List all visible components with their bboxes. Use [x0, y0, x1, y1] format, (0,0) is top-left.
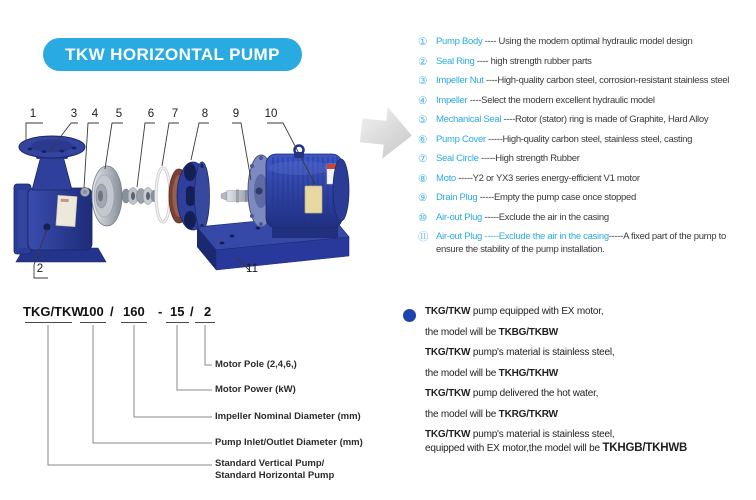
part-callout-6: 6: [147, 108, 155, 120]
part-list-item: [418, 192, 756, 205]
part-list-item: [418, 134, 756, 147]
part-list-item: [418, 95, 756, 108]
variants-section: [425, 306, 755, 463]
part-description: -----A fixed part of the pump to: [608, 231, 726, 242]
model-code-pole: 2: [204, 304, 212, 319]
part-name: Pump Cover: [436, 133, 486, 145]
item-number-badge: ⑨: [418, 192, 428, 204]
label-standard-line1: Standard Vertical Pump/: [215, 458, 325, 469]
part-callout-7: 7: [171, 108, 179, 120]
part-description: -----High-quality carbon steel, stainless steel, casting: [485, 133, 693, 145]
part-name: Seal Circle: [436, 153, 479, 164]
right-arrow-icon: [358, 96, 416, 170]
model-code-impeller: 160: [123, 304, 145, 319]
mechanical-seal-art: [122, 188, 158, 205]
part-list-item: [418, 75, 756, 88]
part-description: ----Select the modern excellent hydraulic model: [467, 94, 655, 106]
variant-line: equipped with EX motor,the model will be TKHGB/TKHWB: [425, 441, 688, 454]
variant-line: the model will be TKRG/TKRW: [425, 408, 558, 420]
item-number-badge: ⑪: [418, 231, 429, 243]
item-number-badge: ②: [418, 55, 428, 68]
part-list-item: [418, 212, 756, 225]
part-callout-1: 1: [29, 108, 37, 120]
model-code-dash: -: [158, 304, 163, 319]
part-name: Air-out Plug -----Exclude the air in the casing: [436, 231, 609, 242]
parts-list: [418, 36, 756, 263]
item-number-badge: ⑦: [418, 153, 428, 165]
part-description: ----Rotor (stator) ring is made of Graphite, Hard Alloy: [501, 114, 709, 125]
part-callout-2: 2: [36, 263, 44, 275]
part-description-line2: ensure the stability of the pump installation.: [436, 243, 605, 255]
pump-cover-art: [169, 162, 210, 230]
item-number-badge: ⑤: [418, 114, 428, 126]
model-code-slash: /: [110, 304, 114, 319]
part-name: Seal Ring: [436, 55, 475, 67]
item-number-badge: ⑩: [418, 211, 428, 224]
variant-line: the model will be TKBG/TKBW: [425, 326, 558, 338]
part-name: Moto: [436, 172, 456, 184]
seal-circle-art: [156, 168, 170, 222]
part-name: Mechanical Seal: [436, 114, 502, 125]
label-inlet-outlet: Pump Inlet/Outlet Diameter (mm): [215, 437, 363, 448]
model-code-inlet: 100: [82, 304, 104, 319]
code-underline: [121, 322, 147, 323]
part-description: ---- high strength rubber parts: [474, 55, 592, 67]
variant-line: TKG/TKW pump's material is stainless steel,: [425, 347, 615, 358]
part-list-item: [418, 153, 756, 166]
part-description: -----Y2 or YX3 series energy-efficient V1 motor: [455, 172, 640, 184]
part-list-item: [418, 173, 756, 186]
part-list-item: [418, 231, 756, 256]
item-number-badge: ③: [418, 75, 428, 87]
part-callout-3: 3: [70, 108, 78, 120]
code-underline: [80, 322, 106, 323]
model-code-prefix: TKG/TKW: [23, 304, 84, 319]
part-description: -----Empty the pump case once stopped: [477, 192, 636, 203]
part-name: Air-out Plug: [436, 211, 483, 223]
part-list-item: [418, 36, 756, 49]
bullet-dot-icon: [403, 309, 416, 322]
label-motor-pole: Motor Pole (2,4,6,): [215, 359, 297, 370]
part-callout-9: 9: [232, 108, 240, 120]
part-callout-4: 4: [91, 108, 99, 120]
item-number-badge: ⑧: [418, 172, 428, 185]
part-callout-10: 10: [264, 108, 278, 120]
item-number-badge: ④: [418, 94, 428, 107]
part-callout-11: 11: [246, 263, 258, 275]
label-impeller-dia: Impeller Nominal Diameter (mm): [215, 411, 361, 422]
part-name: Impeller Nut: [436, 75, 484, 86]
part-name: Drain Plug: [436, 192, 478, 203]
label-standard-line2: Standard Horizontal Pump: [215, 470, 335, 481]
part-name: Pump Body: [436, 36, 483, 47]
item-number-badge: ⑥: [418, 133, 428, 146]
model-code-connector-lines: [0, 325, 400, 495]
model-code-power: 15: [170, 304, 185, 319]
label-motor-power: Motor Power (kW): [215, 384, 296, 395]
part-description: -----Exclude the air in the casing: [482, 211, 609, 223]
part-description: ---- Using the modern optimal hydraulic model design: [482, 36, 693, 47]
code-underline: [195, 322, 215, 323]
code-underline: [25, 322, 72, 323]
part-list-item: [418, 56, 756, 69]
part-callout-8: 8: [201, 108, 209, 120]
part-description: ----High-quality carbon steel, corrosion-resistant stainless steel: [483, 75, 730, 86]
variant-line: TKG/TKW pump's material is stainless steel,: [425, 429, 615, 440]
item-number-badge: ①: [418, 36, 428, 48]
page-title: TKW HORIZONTAL PUMP: [65, 44, 280, 64]
page-title-banner: [43, 38, 302, 71]
variant-line: TKG/TKW pump delivered the hot water,: [425, 388, 599, 399]
part-list-item: [418, 114, 756, 127]
part-callout-5: 5: [115, 108, 123, 120]
code-underline: [166, 322, 189, 323]
part-description: -----High strength Rubber: [478, 153, 580, 164]
variant-line: the model will be TKHG/TKHW: [425, 367, 558, 379]
model-code-slash2: /: [190, 304, 194, 319]
part-name: Impeller: [436, 94, 468, 106]
variant-line: TKG/TKW pump equipped with EX motor,: [425, 306, 604, 317]
